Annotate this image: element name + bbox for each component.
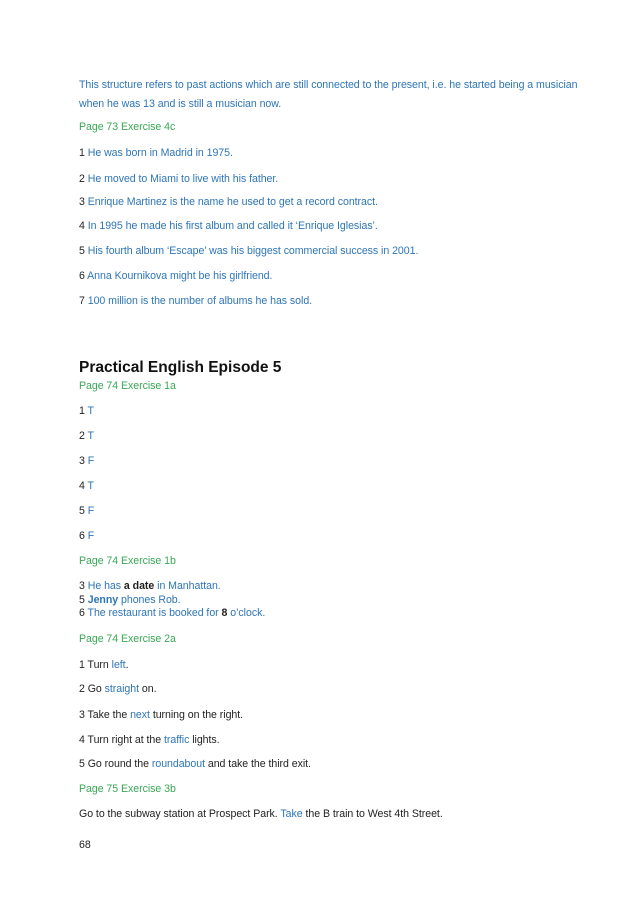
list-item: 4 In 1995 he made his first album and called it ‘Enrique Iglesias’.: [79, 220, 378, 232]
list-item: 6 The restaurant is booked for 8 o’clock.: [79, 607, 266, 619]
list-item: 6 Anna Kournikova might be his girlfriend.: [79, 270, 273, 282]
list-item: 2 T: [79, 430, 94, 442]
list-item: 3 He has a date in Manhattan.: [79, 580, 221, 592]
paragraph: Go to the subway station at Prospect Park. Take the B train to West 4th Street.: [79, 808, 443, 820]
list-item: 6 F: [79, 530, 95, 542]
list-item: 4 Turn right at the traffic lights.: [79, 734, 220, 746]
list-item: 5 Go round the roundabout and take the third exit.: [79, 758, 311, 770]
list-item: 2 Go straight on.: [79, 683, 157, 695]
list-item: 1 Turn left.: [79, 659, 129, 671]
list-item: 5 Jenny phones Rob.: [79, 594, 181, 606]
list-item: 3 Enrique Martinez is the name he used to get a record contract.: [79, 196, 378, 208]
list-item: 4 T: [79, 480, 94, 492]
list-item: 2 He moved to Miami to live with his father.: [79, 173, 279, 185]
list-item: 3 Take the next turning on the right.: [79, 709, 244, 721]
page-number: 68: [79, 839, 91, 851]
list-item: 1 He was born in Madrid in 1975.: [79, 147, 233, 159]
list-item: 7 100 million is the number of albums he has sold.: [79, 295, 313, 307]
section-header-74-1b: Page 74 Exercise 1b: [79, 555, 176, 567]
section-heading: Practical English Episode 5: [79, 359, 282, 376]
intro-paragraph: This structure refers to past actions which are still connected to the present, i.e. he started being a musician when he was 13 and is still a musician now.: [79, 79, 578, 110]
list-item: 5 F: [79, 505, 95, 517]
list-item: 3 F: [79, 455, 95, 467]
section-header-73-4c: Page 73 Exercise 4c: [79, 121, 176, 133]
section-header-75-3b: Page 75 Exercise 3b: [79, 783, 176, 795]
section-header-74-1a: Page 74 Exercise 1a: [79, 380, 176, 392]
list-item: 1 T: [79, 405, 94, 417]
list-item: 5 His fourth album ‘Escape’ was his biggest commercial success in 2001.: [79, 245, 419, 257]
section-header-74-2a: Page 74 Exercise 2a: [79, 633, 176, 645]
